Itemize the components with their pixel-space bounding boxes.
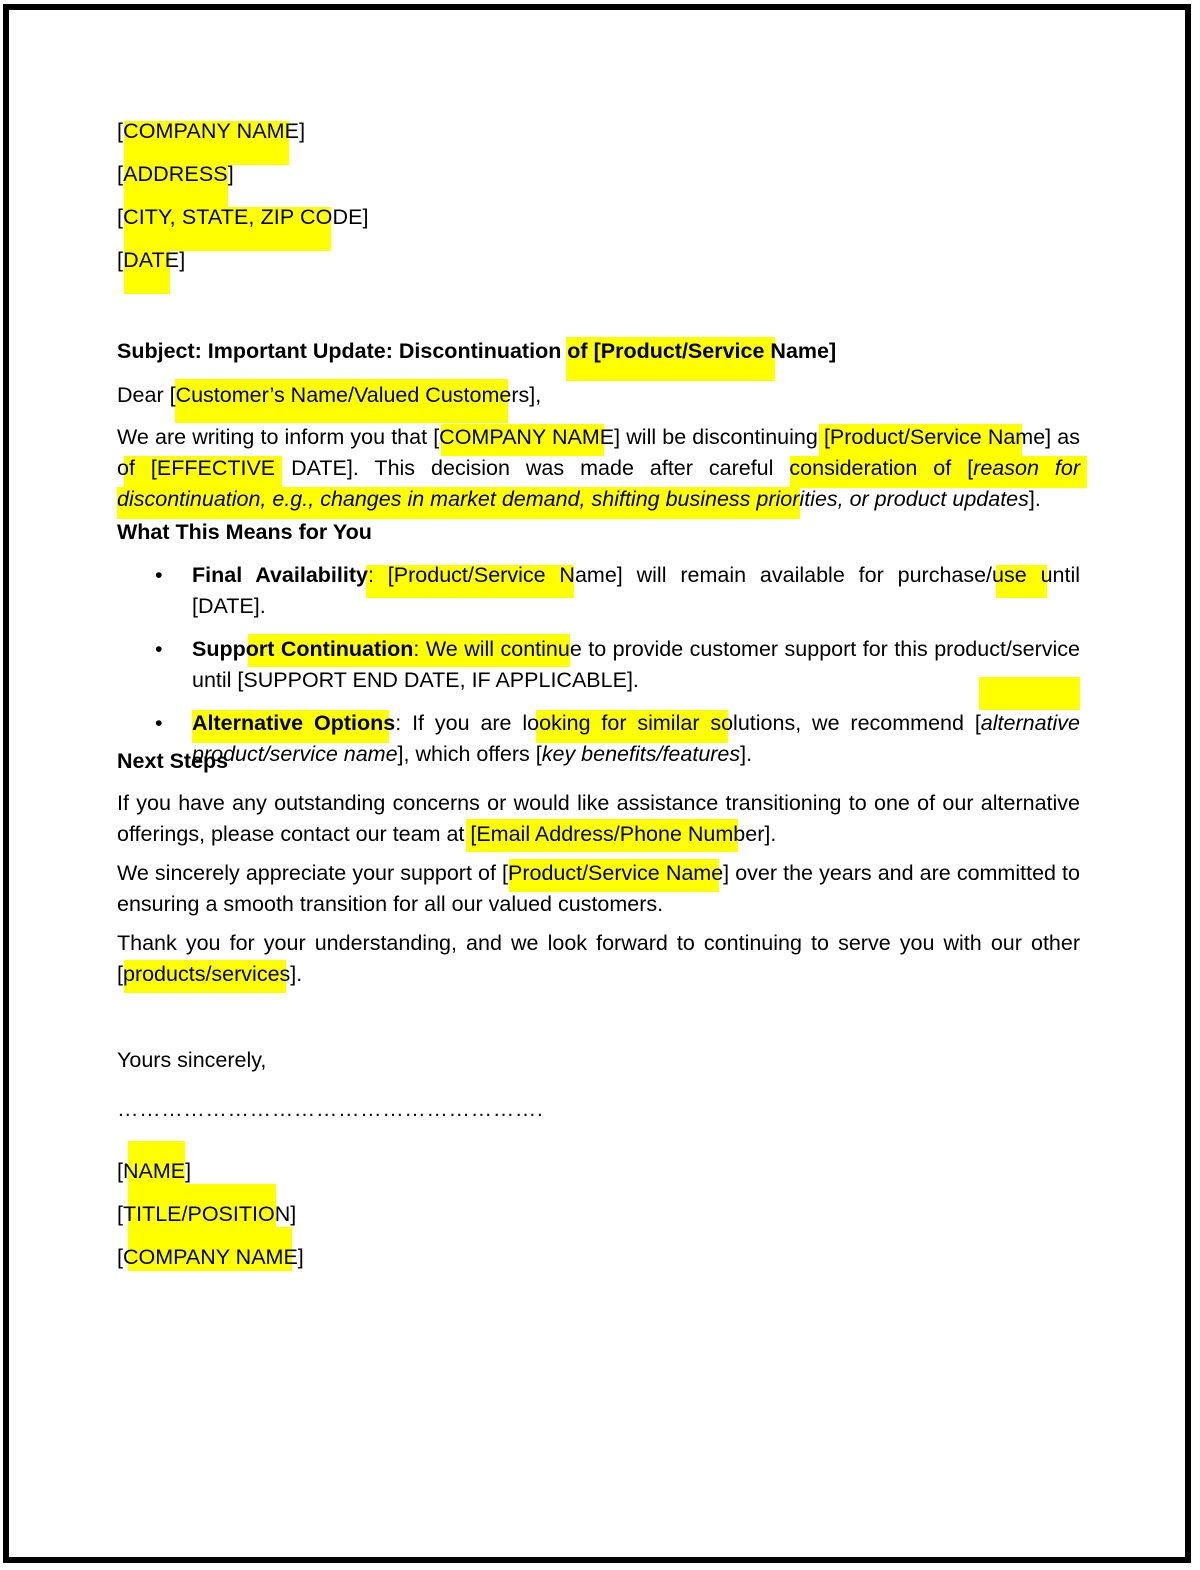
subject-suffix: ] (828, 339, 837, 363)
subject-line (117, 337, 1080, 365)
intro-product-placeholder: Product/Service Name (829, 425, 1046, 449)
bullet1-part2: ] will remain available for purchase/use until [ (192, 563, 1081, 618)
intro-part4: ]. This decision was made after careful consideration of [ (346, 456, 974, 480)
bullet1-label: Final Availability (192, 563, 368, 587)
intro-part1: We are writing to inform you that [ (117, 425, 440, 449)
next-steps-paragraph (117, 788, 1080, 850)
list-item (117, 634, 1080, 696)
intro-paragraph (117, 422, 1080, 515)
bullet3-label: Alternative Options (192, 711, 396, 735)
list-item (117, 560, 1080, 622)
closing1-part2: ] over the years and are committed to ensuring a smooth transition for all our valued customers. (117, 861, 1080, 916)
address-block (117, 110, 717, 282)
closing-paragraph-1 (117, 858, 1080, 920)
bullet-icon: • (155, 563, 163, 587)
address-date: [DATE] (117, 248, 186, 272)
bullet2-label: Support Continuation (192, 637, 414, 661)
bullet1-product-placeholder: Product/Service Name (393, 563, 617, 587)
address-city-state-zip: [CITY, STATE, ZIP CODE] (117, 205, 369, 229)
bullet2-support-end-placeholder: SUPPORT END DATE, IF APPLICABLE (243, 668, 627, 692)
signature-name: [NAME] (117, 1159, 192, 1183)
bullet1-part1: : [ (367, 563, 394, 587)
bullet1-date-placeholder: DATE (197, 594, 254, 618)
bullet3-alternative-placeholder: alternative product/service name (192, 711, 1080, 766)
signature-dotted-line: …………………………………………………. (117, 1097, 544, 1121)
bullet3-part3: ]. (740, 742, 753, 766)
closing2-part2: ]. (290, 962, 303, 986)
salutation-suffix: ], (529, 383, 542, 407)
valediction: Yours sincerely, (117, 1048, 267, 1072)
address-company-name: [COMPANY NAME] (117, 119, 306, 143)
bullet-list (117, 560, 1080, 770)
salutation (117, 380, 1080, 411)
bullet3-part1: : If you are looking for similar solutions, we recommend [ (395, 711, 981, 735)
bullet2-part1: : We will continue to provide customer support for this product/service until [ (192, 637, 1080, 692)
bullet2-part2: ]. (626, 668, 639, 692)
closing2-products-placeholder: products/services (122, 962, 291, 986)
bullet3-key-benefits-placeholder: key benefits/features (541, 742, 741, 766)
signature-title: [TITLE/POSITION] (117, 1202, 297, 1226)
intro-part5: ]. (1028, 487, 1041, 511)
intro-reason-placeholder: reason for discontinuation, e.g., changes in market demand, shifting business priorities, or product updates (117, 456, 1080, 511)
heading-next-steps: Next Steps (117, 749, 229, 773)
intro-part3: ] as of [ (117, 425, 1080, 480)
salutation-placeholder: Customer’s Name/Valued Customers (175, 383, 530, 407)
closing1-product-placeholder: Product/Service Name (507, 861, 724, 885)
bullet-icon: • (155, 711, 163, 735)
next-steps-part2: ]. (764, 822, 777, 846)
subject-prefix: Subject: Important Update: Discontinuation of [ (117, 339, 601, 363)
intro-company-placeholder: COMPANY NAME (439, 425, 615, 449)
intro-part2: ] will be discontinuing [ (614, 425, 830, 449)
intro-effective-date-placeholder: EFFECTIVE DATE (156, 456, 347, 480)
closing2-part1: Thank you for your understanding, and we look forward to continuing to serve you with our other [ (117, 931, 1080, 986)
next-steps-contact-placeholder: Email Address/Phone Number (476, 822, 765, 846)
signature-block (117, 1045, 717, 1279)
salutation-prefix: Dear [ (117, 383, 176, 407)
subject-placeholder: Product/Service Name (600, 339, 829, 363)
closing1-part1: We sincerely appreciate your support of [ (117, 861, 508, 885)
bullet3-part2: ], which offers [ (397, 742, 542, 766)
bullet-icon: • (155, 637, 163, 661)
signature-company: [COMPANY NAME] (117, 1245, 304, 1269)
heading-what-this-means: What This Means for You (117, 520, 372, 544)
closing-paragraph-2 (117, 928, 1080, 990)
address-street: [ADDRESS] (117, 162, 234, 186)
bullet1-part3: ]. (253, 594, 266, 618)
next-steps-part1: If you have any outstanding concerns or would like assistance transitioning to one of our alternative offerings, please contact our team at [ (117, 791, 1080, 846)
